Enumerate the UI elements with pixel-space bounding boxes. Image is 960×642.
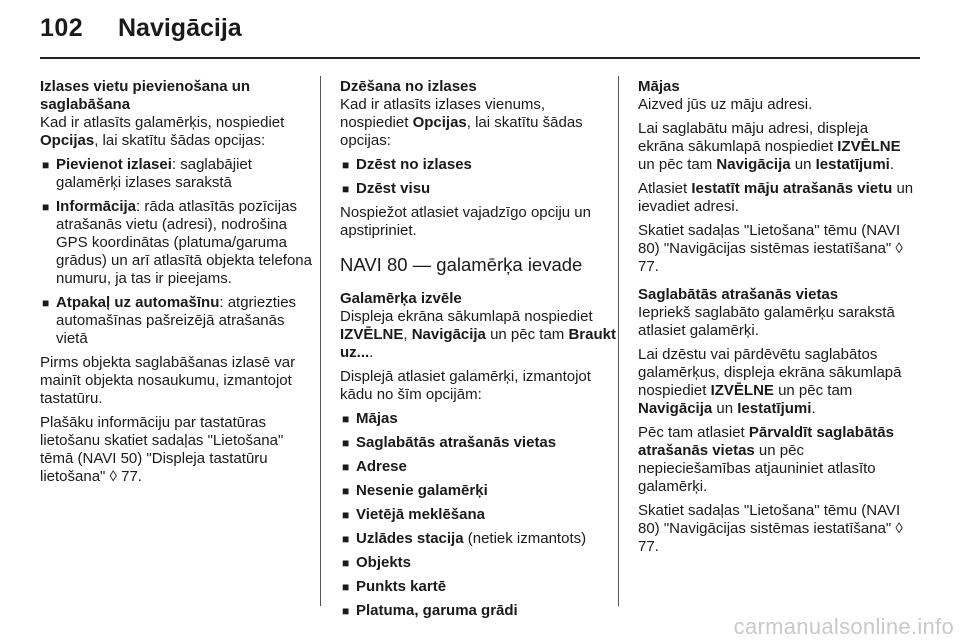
text-bold: IZVĒLNE (340, 326, 404, 343)
bullet-icon: ■ (342, 508, 350, 522)
text-bold: Uzlādes stacija (356, 530, 464, 547)
text-bold: IZVĒLNE (837, 138, 901, 155)
list-item (340, 578, 616, 596)
text-bold: Punkts kartē (356, 578, 447, 595)
bullet-icon: ■ (342, 412, 350, 426)
bullet-icon: ■ (342, 604, 350, 618)
text-bold: IZVĒLNE (710, 382, 774, 399)
paragraph (340, 96, 616, 150)
destination-options-list (340, 410, 616, 620)
text-bold: Iestatījumi (815, 156, 890, 173)
text: Pēc tam atlasiet (638, 424, 749, 441)
text: Lai dzēstu vai pārdēvētu saglabātos galamērķus, displeja ekrāna sākumlapā nospiediet (638, 346, 902, 399)
text-bold: Pārvaldīt saglabātās atrašanās vietas (638, 424, 894, 459)
section-heading-favorites: Izlases vietu pievienošana un saglabāšana (40, 78, 251, 113)
list-item (40, 156, 312, 192)
section-heading-home: Mājas (638, 78, 680, 95)
paragraph (40, 114, 312, 150)
list-item (340, 180, 616, 198)
text-bold: Iestatīt māju atrašanās vietu (691, 180, 893, 197)
section-heading-saved-locations: Saglabātās atrašanās vietas (638, 286, 839, 303)
text-bold: Informācija (56, 198, 137, 215)
text: (netiek izmantots) (463, 530, 587, 547)
list-item (340, 554, 616, 572)
bullet-icon: ■ (42, 296, 50, 310)
paragraph: Plašāku informāciju par tastatūras lietošanu skatiet sadaļas "Lietošana" tēmā (NAVI 50) "Displeja tastatūru lietošana" ◊ 77. (40, 414, 284, 485)
text: un pēc nepieciešamības atjauniniet atlasīto galamērķi. (638, 442, 876, 495)
list-item (340, 530, 616, 548)
list-item (340, 156, 616, 174)
text: un ievadiet adresi. (638, 180, 914, 215)
bullet-icon: ■ (342, 556, 350, 570)
page-number: 102 (40, 14, 84, 42)
paragraph: Iepriekš saglabāto galamērķu sarakstā atlasiet galamērķi. (638, 304, 895, 339)
text: un (790, 156, 816, 173)
text-bold: Atpakaļ uz automašīnu (56, 294, 220, 311)
text-bold: Mājas (356, 410, 398, 427)
text: un pēc tam (638, 156, 717, 173)
bullet-icon: ■ (342, 484, 350, 498)
list-item (340, 506, 616, 524)
list-item (40, 198, 312, 288)
bullet-icon: ■ (342, 460, 350, 474)
paragraph: Aizved jūs uz māju adresi. (638, 96, 813, 113)
paragraph (340, 308, 616, 362)
text: , lai skatītu šādas opcijas: (94, 132, 266, 149)
paragraph (638, 120, 914, 174)
text-bold: Saglabātās atrašanās vietas (356, 434, 557, 451)
text-bold: Platuma, garuma grādi (356, 602, 518, 619)
page-title: Navigācija (118, 14, 242, 42)
text-bold: Braukt uz... (340, 326, 616, 361)
text-bold: Pievienot izlasei (56, 156, 172, 173)
bullet-icon: ■ (42, 200, 50, 214)
text: un (712, 400, 738, 417)
text: , (403, 326, 412, 343)
text: : rāda atlasītās pozīcijas atrašanās vietu (adresi), nodrošina GPS koordinātas (platuma/garuma grādus) un arī atlasītā objekta telefona numuru, ja tas ir pieejams. (56, 198, 312, 287)
options-list (40, 156, 312, 348)
paragraph: Nospiežot atlasiet vajadzīgo opciju un apstipriniet. (340, 204, 591, 239)
text: Displeja ekrāna sākumlapā nospiediet (340, 308, 593, 325)
column-divider-1 (320, 76, 321, 606)
text: Kad ir atlasīts galamērķis, nospiediet (40, 114, 285, 131)
bullet-icon: ■ (342, 436, 350, 450)
text-bold: Opcijas (412, 114, 467, 131)
text-bold: Opcijas (40, 132, 95, 149)
list-item (340, 482, 616, 500)
text: , lai skatītu šādas opcijas: (340, 114, 583, 149)
paragraph (638, 346, 914, 418)
text-bold: Adrese (356, 458, 407, 475)
text-bold: Iestatījumi (737, 400, 812, 417)
column-1 (40, 78, 312, 492)
column-divider-2 (618, 76, 619, 606)
text: : atgriezties automašīnas pašreizējā atrašanās vietā (56, 294, 297, 347)
section-title-navi80: NAVI 80 — galamērķa ievade (340, 254, 583, 275)
bullet-icon: ■ (42, 158, 50, 172)
text: . (369, 344, 374, 361)
header-rule (40, 57, 920, 59)
paragraph: Skatiet sadaļas "Lietošana" tēmu (NAVI 80) "Navigācijas sistēmas iestatīšana" ◊ 77. (638, 222, 903, 275)
paragraph: Skatiet sadaļas "Lietošana" tēmu (NAVI 80) "Navigācijas sistēmas iestatīšana" ◊ 77. (638, 502, 903, 555)
text: : saglabājiet galamērķi izlases sarakstā (56, 156, 252, 191)
text-bold: Objekts (356, 554, 412, 571)
text: Atlasiet (638, 180, 692, 197)
section-heading-delete: Dzēšana no izlases (340, 78, 477, 95)
paragraph: Displejā atlasiet galamērķi, izmantojot kādu no šīm opcijām: (340, 368, 591, 403)
bullet-icon: ■ (342, 182, 350, 196)
text-bold: Navigācija (411, 326, 486, 343)
bullet-icon: ■ (342, 158, 350, 172)
column-2 (340, 78, 616, 626)
text: un pēc tam (485, 326, 569, 343)
bullet-icon: ■ (342, 532, 350, 546)
options-list (340, 156, 616, 198)
text-bold: Dzēst visu (356, 180, 431, 197)
text: un pēc tam (773, 382, 853, 399)
text: Kad ir atlasīts izlases vienums, nospiediet (340, 96, 546, 131)
list-item (340, 602, 616, 620)
text-bold: Nesenie galamērķi (356, 482, 488, 499)
paragraph (638, 180, 914, 216)
list-item (340, 410, 616, 428)
text-bold: Navigācija (716, 156, 791, 173)
watermark: carmanualsonline.info (733, 614, 954, 639)
paragraph: Pirms objekta saglabāšanas izlasē var mainīt objekta nosaukumu, izmantojot tastatūru. (40, 354, 296, 407)
list-item (340, 434, 616, 452)
text-bold: Navigācija (638, 400, 713, 417)
bullet-icon: ■ (342, 580, 350, 594)
text-bold: Vietējā meklēšana (356, 506, 485, 523)
text: . (811, 400, 816, 417)
text: Lai saglabātu māju adresi, displeja ekrāna sākumlapā nospiediet (638, 120, 869, 155)
column-3 (638, 78, 914, 562)
list-item (340, 458, 616, 476)
text-bold: Dzēst no izlases (356, 156, 472, 173)
list-item (40, 294, 312, 348)
text: . (889, 156, 894, 173)
paragraph (638, 424, 914, 496)
sub-heading-destination: Galamērķa izvēle (340, 290, 462, 307)
